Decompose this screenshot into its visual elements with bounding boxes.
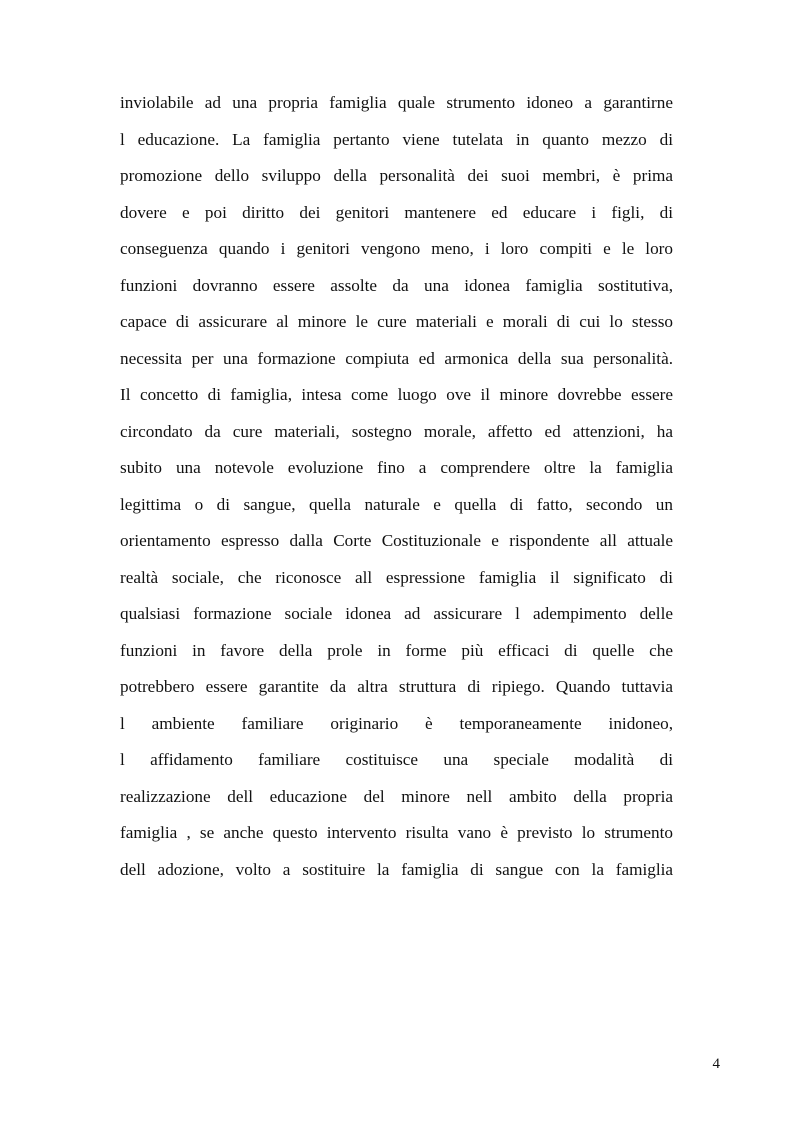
- text-line-14: realtà sociale, che riconosce all espressione famiglia il significato di: [120, 567, 673, 587]
- text-line-21: famiglia , se anche questo intervento risulta vano è previsto lo strumento: [120, 823, 673, 842]
- text-line-4: dovere e poi diritto dei genitori mantenere ed educare i figli, di: [120, 202, 673, 222]
- text-line-15: qualsiasi formazione sociale idonea ad assicurare l adempimento delle: [120, 604, 673, 623]
- text-line-19: l affidamento familiare costituisce una speciale modalità di: [120, 750, 673, 769]
- text-line-3: promozione dello sviluppo della personalità dei suoi membri, è prima: [120, 166, 673, 185]
- text-line-13: orientamento espresso dalla Corte Costituzionale e rispondente all attuale: [120, 531, 673, 550]
- text-line-18: l ambiente familiare originario è temporaneamente inidoneo,: [120, 713, 673, 733]
- text-line-11: subito una notevole evoluzione fino a comprendere oltre la famiglia: [120, 458, 673, 477]
- text-line-8: necessita per una formazione compiuta ed armonica della sua personalità.: [120, 348, 673, 368]
- text-line-20: realizzazione dell educazione del minore nell ambito della propria: [120, 786, 673, 806]
- text-line-12: legittima o di sangue, quella naturale e quella di fatto, secondo un: [120, 494, 673, 514]
- text-line-2: l educazione. La famiglia pertanto viene tutelata in quanto mezzo di: [120, 129, 673, 149]
- text-line-9: Il concetto di famiglia, intesa come luogo ove il minore dovrebbe essere: [120, 385, 673, 404]
- text-line-16: funzioni in favore della prole in forme più efficaci di quelle che: [120, 640, 673, 660]
- body-text: [120, 90, 673, 893]
- text-line-22: dell adozione, volto a sostituire la famiglia di sangue con la famiglia: [120, 859, 673, 879]
- page-number: 4: [712, 1056, 720, 1072]
- text-line-17: potrebbero essere garantite da altra struttura di ripiego. Quando tuttavia: [120, 677, 673, 696]
- text-line-7: capace di assicurare al minore le cure materiali e morali di cui lo stesso: [120, 312, 673, 331]
- text-line-1: inviolabile ad una propria famiglia quale strumento idoneo a garantirne: [120, 93, 673, 112]
- text-line-5: conseguenza quando i genitori vengono meno, i loro compiti e le loro: [120, 239, 673, 258]
- text-line-10: circondato da cure materiali, sostegno morale, affetto ed attenzioni, ha: [120, 421, 673, 441]
- text-line-6: funzioni dovranno essere assolte da una idonea famiglia sostitutiva,: [120, 275, 673, 295]
